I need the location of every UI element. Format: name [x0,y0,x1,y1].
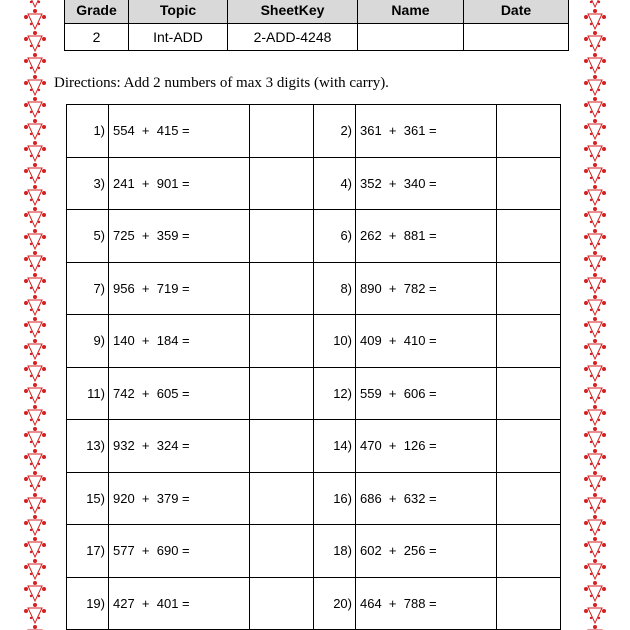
border-ornament [24,190,46,211]
answer-box[interactable] [250,577,314,630]
problem-expression: 470 + 126 = [356,420,497,473]
border-ornament [584,520,606,541]
problem-row [67,105,561,158]
answer-box[interactable] [250,367,314,420]
border-ornament [584,344,606,365]
border-ornament [24,542,46,563]
header-date-label: Date [464,0,569,24]
answer-box[interactable] [497,525,561,578]
problem-row [67,525,561,578]
date-field[interactable] [464,24,569,51]
border-ornament [24,322,46,343]
answer-box[interactable] [497,577,561,630]
border-ornament [24,300,46,321]
sheetkey-value: 2-ADD-4248 [228,24,358,51]
border-ornament [24,124,46,145]
problem-number: 19) [67,577,109,630]
answer-box[interactable] [250,210,314,263]
border-ornament [24,278,46,299]
border-ornament [24,344,46,365]
border-ornament [24,476,46,497]
answer-box[interactable] [250,105,314,158]
border-ornament [584,432,606,453]
border-ornament [584,366,606,387]
problem-number: 9) [67,315,109,368]
header-name-label: Name [358,0,464,24]
decorative-border-right [582,0,608,630]
border-ornament [24,234,46,255]
problem-row [67,262,561,315]
border-ornament [24,564,46,585]
problem-number: 8) [314,262,356,315]
problem-number: 5) [67,210,109,263]
header-values-row [65,24,569,51]
problem-expression: 464 + 788 = [356,577,497,630]
problem-expression: 140 + 184 = [109,315,250,368]
problem-row [67,367,561,420]
problem-number: 14) [314,420,356,473]
decorative-border-left [22,0,48,630]
border-ornament [24,80,46,101]
border-ornament [24,58,46,79]
border-ornament [24,608,46,629]
answer-box[interactable] [497,420,561,473]
border-ornament [584,14,606,35]
answer-box[interactable] [497,210,561,263]
problem-number: 4) [314,157,356,210]
answer-box[interactable] [497,367,561,420]
problem-row [67,210,561,263]
border-ornament [584,388,606,409]
border-ornament [584,542,606,563]
problem-number: 12) [314,367,356,420]
border-ornament [584,454,606,475]
problem-number: 11) [67,367,109,420]
border-ornament [24,0,46,13]
problem-expression: 262 + 881 = [356,210,497,263]
problem-expression: 890 + 782 = [356,262,497,315]
border-ornament [24,256,46,277]
border-ornament [24,454,46,475]
header-sheetkey-label: SheetKey [228,0,358,24]
border-ornament [584,322,606,343]
problem-expression: 361 + 361 = [356,105,497,158]
problem-expression: 602 + 256 = [356,525,497,578]
problem-number: 15) [67,472,109,525]
problem-row [67,472,561,525]
problem-row [67,315,561,368]
border-ornament [24,410,46,431]
problem-expression: 725 + 359 = [109,210,250,263]
border-ornament [584,256,606,277]
answer-box[interactable] [497,472,561,525]
answer-box[interactable] [497,105,561,158]
header-row [65,0,569,24]
answer-box[interactable] [250,157,314,210]
border-ornament [24,432,46,453]
border-ornament [584,498,606,519]
border-ornament [584,234,606,255]
border-ornament [24,102,46,123]
border-ornament [584,36,606,57]
answer-box[interactable] [497,262,561,315]
problem-row [67,577,561,630]
border-ornament [584,300,606,321]
border-ornament [584,190,606,211]
problem-expression: 554 + 415 = [109,105,250,158]
border-ornament [24,498,46,519]
border-ornament [24,388,46,409]
border-ornament [24,366,46,387]
problem-expression: 427 + 401 = [109,577,250,630]
border-ornament [584,0,606,13]
problem-number: 2) [314,105,356,158]
border-ornament [584,586,606,607]
problem-number: 17) [67,525,109,578]
problem-expression: 559 + 606 = [356,367,497,420]
problem-number: 18) [314,525,356,578]
name-field[interactable] [358,24,464,51]
border-ornament [584,80,606,101]
border-ornament [24,168,46,189]
border-ornament [24,146,46,167]
problem-number: 7) [67,262,109,315]
problem-expression: 409 + 410 = [356,315,497,368]
problem-number: 20) [314,577,356,630]
problem-expression: 686 + 632 = [356,472,497,525]
border-ornament [24,212,46,233]
problem-row [67,420,561,473]
answer-box[interactable] [497,157,561,210]
border-ornament [584,124,606,145]
answer-box[interactable] [250,472,314,525]
problem-number: 13) [67,420,109,473]
answer-box[interactable] [250,525,314,578]
worksheet-header-table [64,0,569,51]
border-ornament [584,278,606,299]
problem-expression: 932 + 324 = [109,420,250,473]
problem-expression: 577 + 690 = [109,525,250,578]
border-ornament [24,14,46,35]
border-ornament [24,36,46,57]
border-ornament [24,586,46,607]
grade-value: 2 [65,24,129,51]
border-ornament [24,520,46,541]
problem-expression: 742 + 605 = [109,367,250,420]
border-ornament [584,102,606,123]
problem-expression: 920 + 379 = [109,472,250,525]
problem-row [67,157,561,210]
problem-expression: 241 + 901 = [109,157,250,210]
problem-number: 1) [67,105,109,158]
problem-number: 6) [314,210,356,263]
header-grade-label: Grade [65,0,129,24]
border-ornament [584,608,606,629]
border-ornament [584,168,606,189]
answer-box[interactable] [497,315,561,368]
answer-box[interactable] [250,262,314,315]
border-ornament [584,212,606,233]
border-ornament [584,564,606,585]
problem-number: 3) [67,157,109,210]
answer-box[interactable] [250,420,314,473]
problem-expression: 352 + 340 = [356,157,497,210]
directions-text: Directions: Add 2 numbers of max 3 digits (with carry). [54,75,389,91]
topic-value: Int-ADD [129,24,228,51]
border-ornament [584,476,606,497]
border-ornament [584,58,606,79]
problem-number: 16) [314,472,356,525]
header-topic-label: Topic [129,0,228,24]
problem-expression: 956 + 719 = [109,262,250,315]
border-ornament [584,410,606,431]
answer-box[interactable] [250,315,314,368]
problems-table [66,104,561,630]
border-ornament [584,146,606,167]
problem-number: 10) [314,315,356,368]
